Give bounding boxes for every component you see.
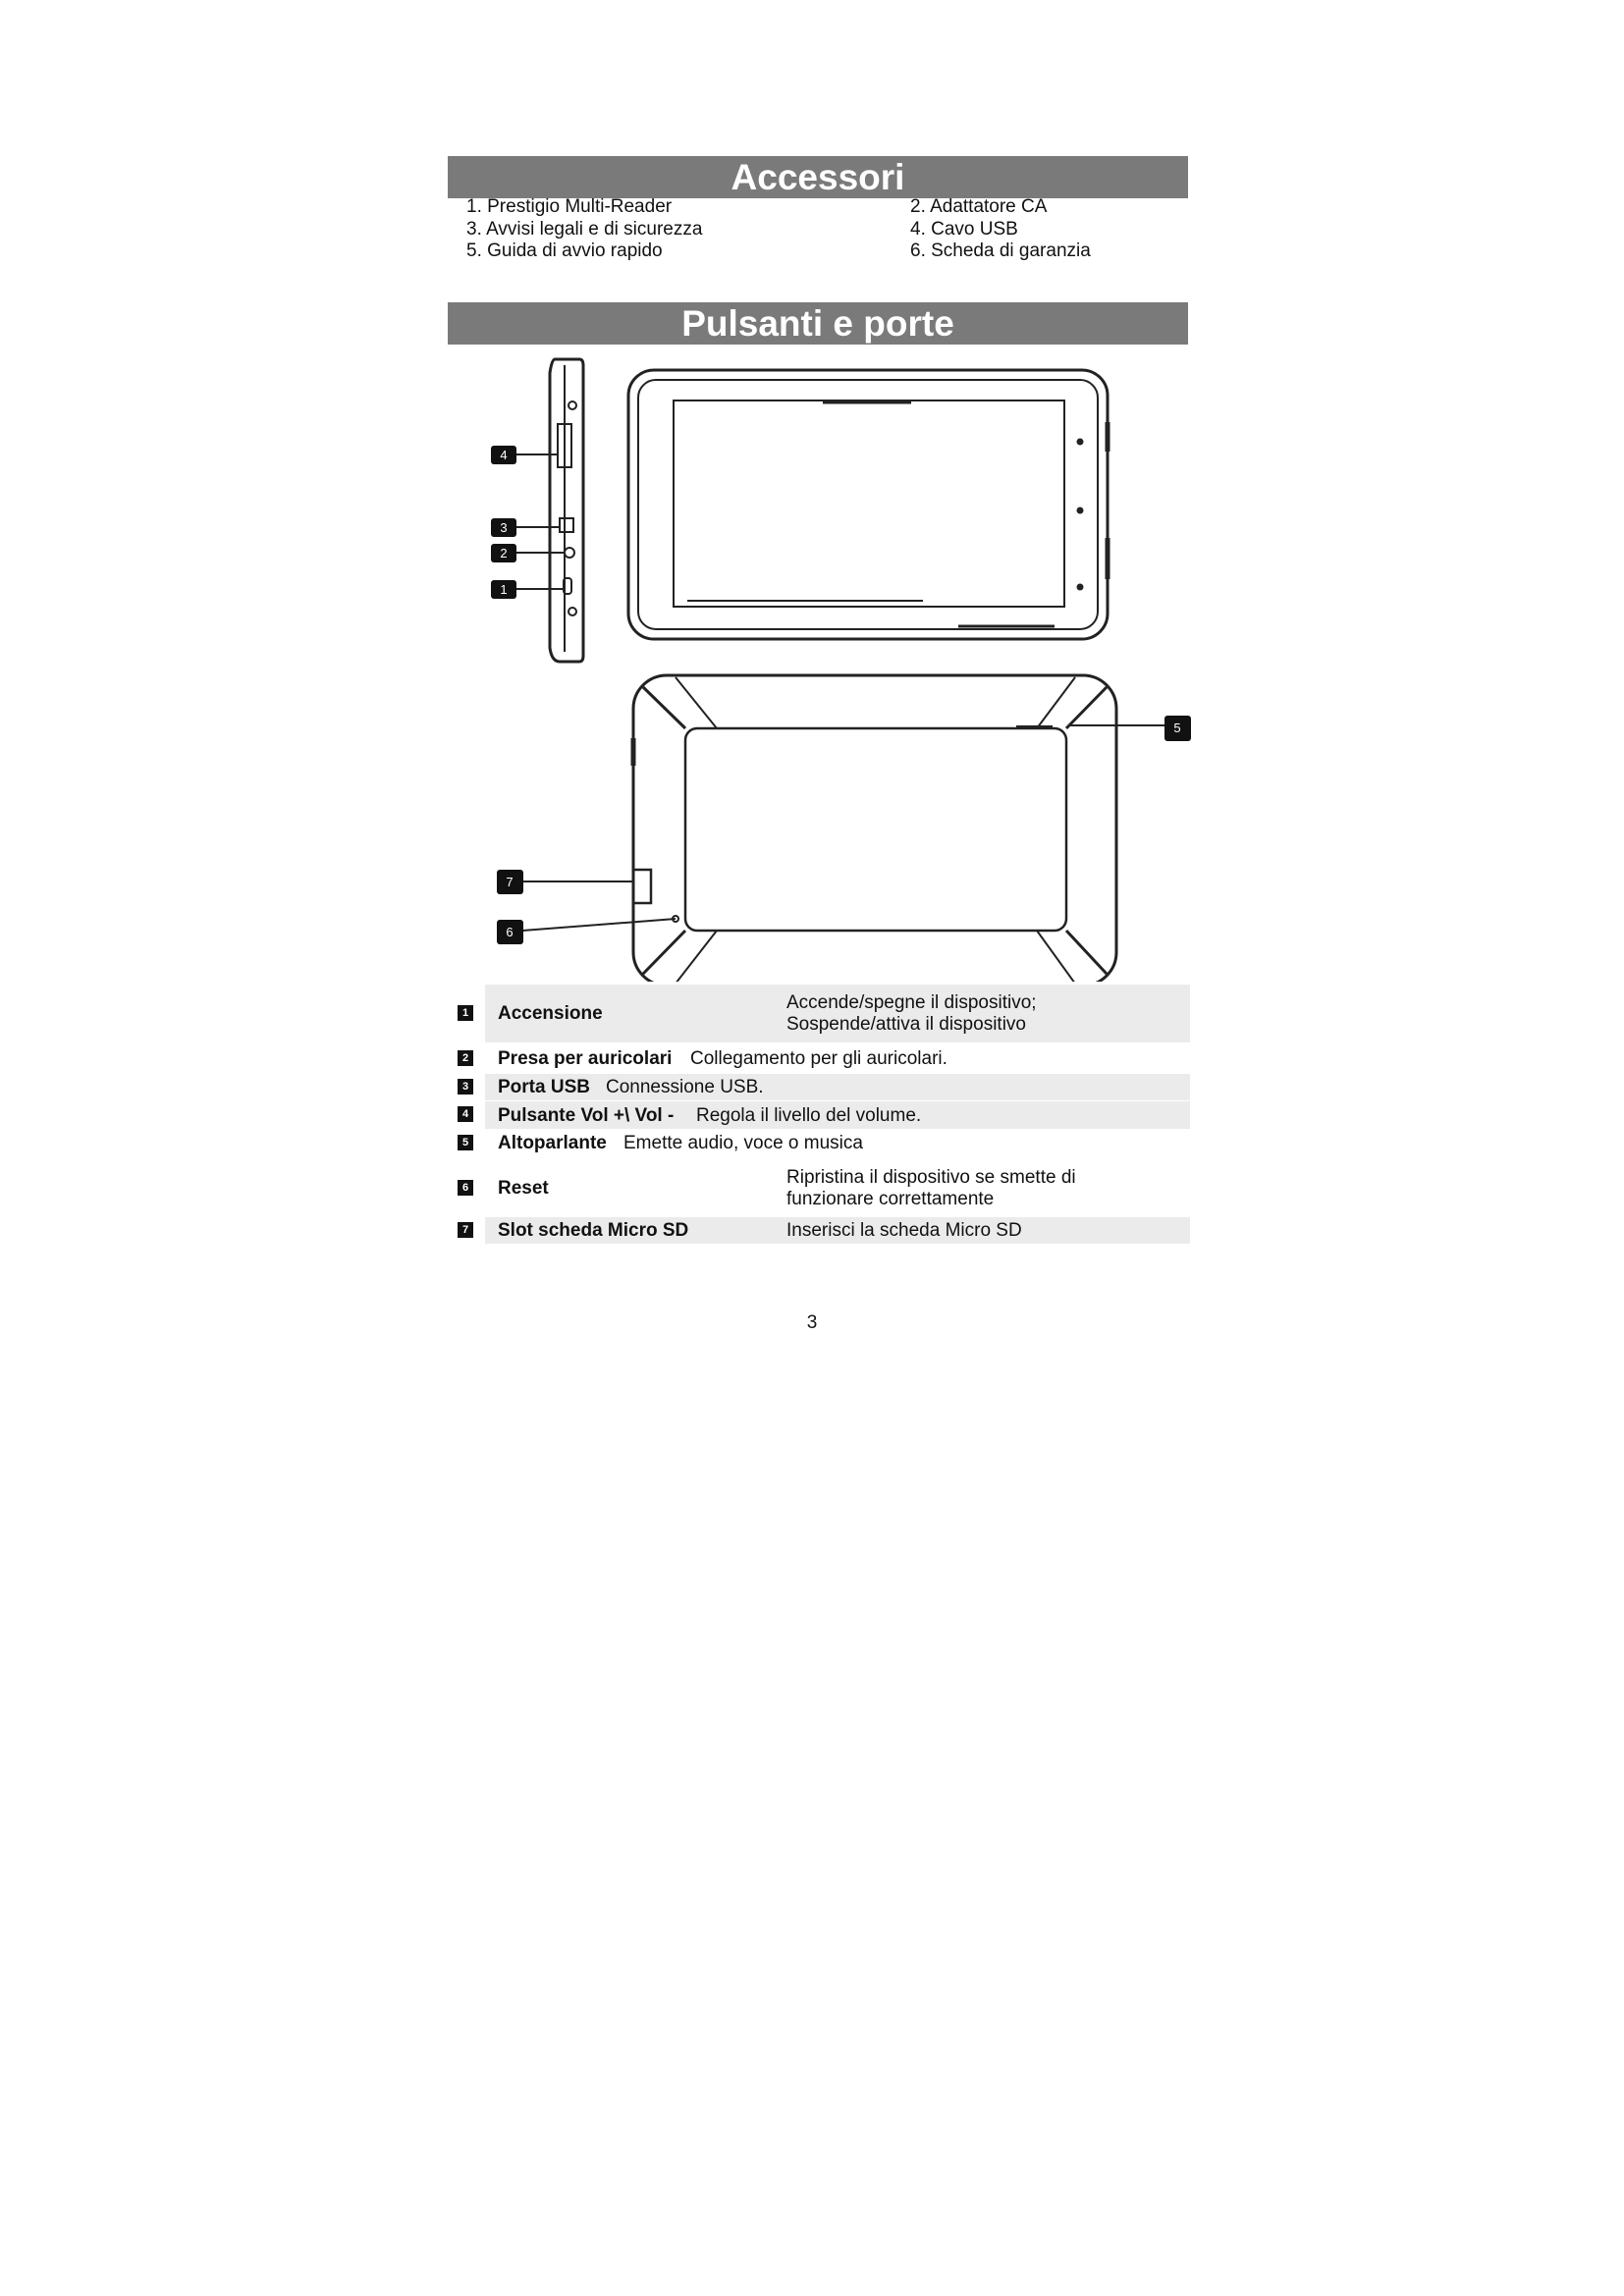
part-number: 5 (458, 1135, 473, 1150)
part-description: Inserisci la scheda Micro SD (786, 1220, 1022, 1241)
part-description: Connessione USB. (606, 1077, 764, 1097)
callout-1: 1 (500, 582, 508, 597)
accessory-item: 4. Cavo USB (910, 219, 1018, 240)
buttons-ports-heading: Pulsanti e porte (448, 302, 1188, 345)
part-name: Slot scheda Micro SD (498, 1220, 689, 1241)
part-name: Accensione (498, 1003, 603, 1024)
accessories-heading: Accessori (448, 156, 1188, 198)
front-view-illustration (628, 370, 1108, 639)
callout-3: 3 (500, 520, 508, 535)
part-description-2: funzionare correttamente (786, 1189, 995, 1209)
part-name: Reset (498, 1178, 549, 1199)
callout-7: 7 (506, 875, 514, 889)
part-description: Regola il livello del volume. (696, 1105, 922, 1126)
part-name: Porta USB (498, 1077, 590, 1097)
accessory-item: 6. Scheda di garanzia (910, 240, 1091, 261)
page-number: 3 (806, 1312, 818, 1333)
callout-6: 6 (506, 925, 514, 939)
part-row-4 (448, 1101, 1190, 1129)
part-number: 3 (458, 1079, 473, 1095)
part-name: Pulsante Vol +\ Vol - (498, 1105, 675, 1126)
back-view-illustration (633, 675, 1116, 982)
part-description: Emette audio, voce o musica (623, 1133, 863, 1153)
part-row-6 (448, 1163, 1190, 1212)
part-number: 1 (458, 1005, 473, 1021)
part-row-3 (448, 1074, 1190, 1100)
part-description-2: Sospende/attiva il dispositivo (786, 1014, 1026, 1035)
part-row-5 (448, 1131, 1190, 1157)
accessory-item: 1. Prestigio Multi-Reader (466, 196, 673, 217)
part-number: 6 (458, 1180, 473, 1196)
part-row-1 (448, 985, 1190, 1042)
part-number: 2 (458, 1050, 473, 1066)
part-name: Presa per auricolari (498, 1048, 673, 1069)
part-number: 7 (458, 1222, 473, 1238)
part-number: 4 (458, 1106, 473, 1122)
callout-2: 2 (500, 546, 508, 561)
part-description: Accende/spegne il dispositivo; (786, 992, 1037, 1013)
device-diagram (0, 0, 1624, 982)
callout-5: 5 (1173, 721, 1181, 735)
side-view-illustration (550, 359, 583, 662)
part-description: Ripristina il dispositivo se smette di (786, 1167, 1076, 1188)
accessory-item: 3. Avvisi legali e di sicurezza (466, 219, 703, 240)
accessory-item: 5. Guida di avvio rapido (466, 240, 663, 261)
part-description: Collegamento per gli auricolari. (690, 1048, 947, 1069)
part-row-7 (448, 1217, 1190, 1244)
part-row-2 (448, 1046, 1190, 1072)
accessory-item: 2. Adattatore CA (910, 196, 1048, 217)
part-name: Altoparlante (498, 1133, 607, 1153)
callout-4: 4 (500, 448, 508, 462)
